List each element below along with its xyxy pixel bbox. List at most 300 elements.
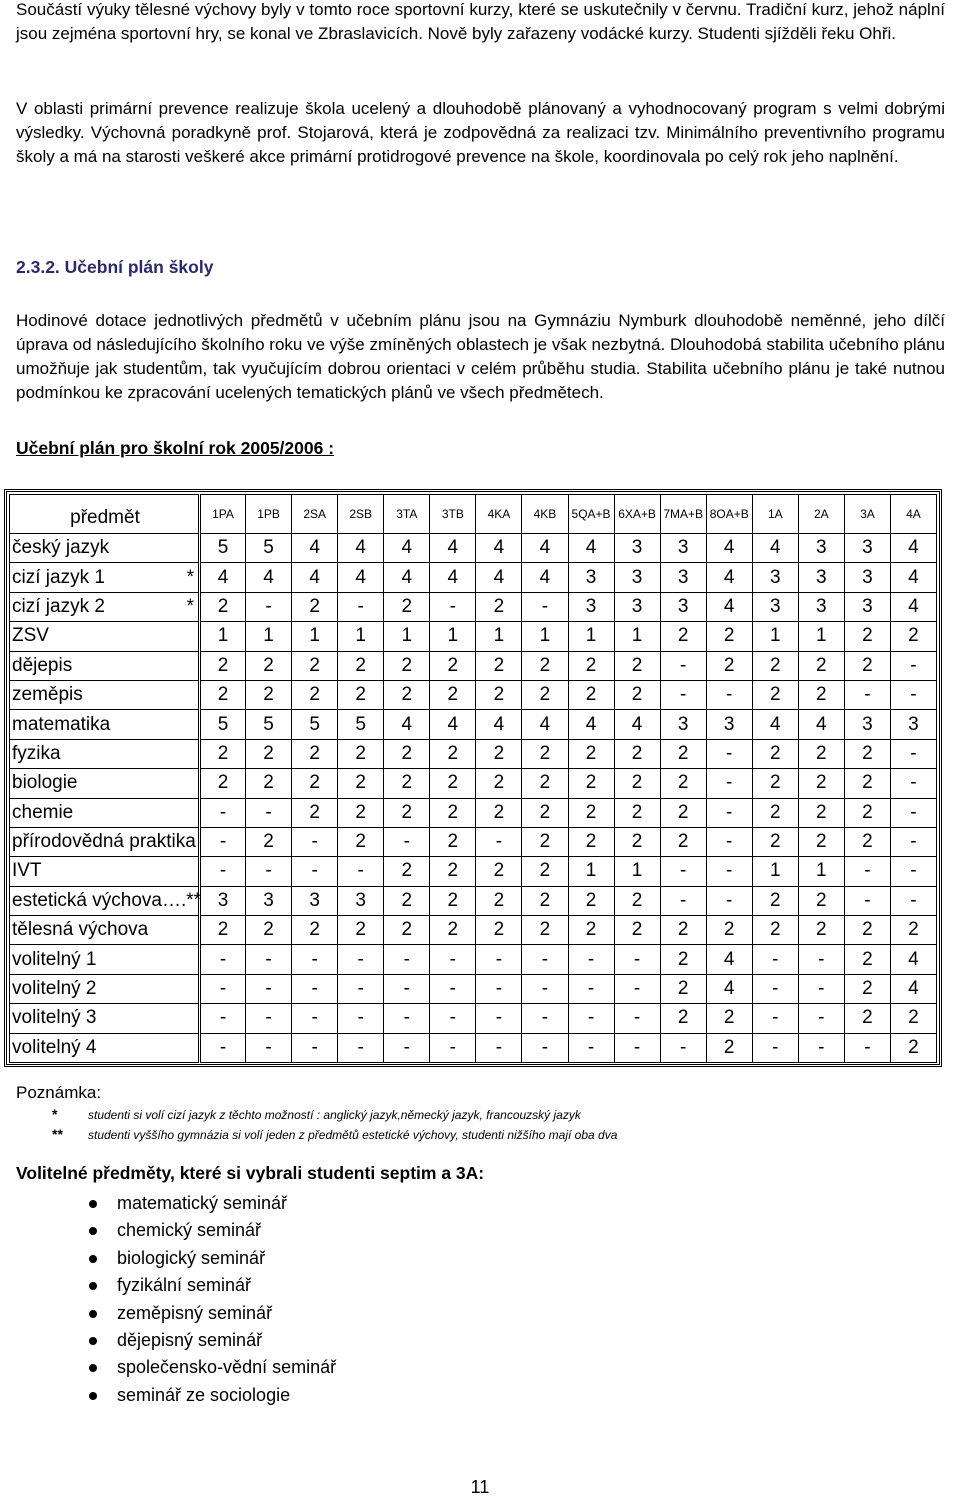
bullet-icon [89,1200,97,1208]
list-item [85,1190,336,1217]
elective-label: fyzikální seminář [117,1275,252,1296]
note-row-1 [52,1106,581,1122]
hours-cell: 2 [430,886,476,915]
table-row [10,534,937,563]
hours-cell: 2 [844,945,890,974]
hours-cell: 1 [476,622,522,651]
hours-cell: 3 [660,592,706,621]
hours-cell: 2 [522,916,568,945]
hours-cell: 2 [568,916,614,945]
subject-cell [10,945,200,974]
hours-cell: 2 [430,827,476,856]
hours-cell: 2 [614,798,660,827]
hours-cell: - [660,857,706,886]
hours-cell: - [890,680,936,709]
hours-cell: 4 [246,563,292,592]
hours-cell: 4 [890,945,936,974]
hours-cell: 2 [476,592,522,621]
hours-cell: - [200,827,246,856]
hours-cell: 4 [706,592,752,621]
hours-cell: 2 [384,739,430,768]
subject-cell [10,857,200,886]
hours-cell: 2 [568,827,614,856]
hours-cell: 4 [338,563,384,592]
hours-cell: - [890,651,936,680]
hours-cell: 3 [568,563,614,592]
subject-cell [10,1033,200,1062]
subject-cell [10,710,200,739]
bullet-icon [89,1364,97,1372]
bullet-icon [89,1337,97,1345]
bullet-icon [89,1255,97,1263]
hours-cell: - [338,857,384,886]
hours-cell: - [476,1004,522,1033]
hours-cell: - [200,1004,246,1033]
hours-cell: 3 [844,592,890,621]
hours-cell: - [660,680,706,709]
hours-cell: - [890,769,936,798]
elective-label: dějepisný seminář [117,1330,263,1351]
hours-cell: 2 [568,739,614,768]
hours-cell: 2 [798,680,844,709]
hours-cell: 2 [890,1004,936,1033]
table-row [10,945,937,974]
hours-cell: 2 [338,651,384,680]
hours-cell: 1 [752,622,798,651]
hours-cell: 3 [660,563,706,592]
hours-cell: 4 [798,710,844,739]
subject-cell [10,769,200,798]
hours-cell: - [660,1033,706,1062]
hours-cell: - [200,945,246,974]
subject-cell [10,798,200,827]
hours-cell: 2 [660,769,706,798]
hours-cell: 2 [384,886,430,915]
hours-cell: 2 [798,886,844,915]
hours-cell: - [752,945,798,974]
elective-label: chemický seminář [117,1220,262,1241]
hours-cell: - [614,1033,660,1062]
hours-cell: - [706,680,752,709]
hours-cell: 1 [798,622,844,651]
hours-cell: 2 [200,769,246,798]
hours-cell: - [614,1004,660,1033]
hours-cell: 2 [246,827,292,856]
hours-cell: 3 [844,563,890,592]
hours-cell: - [292,945,338,974]
hours-cell: 3 [890,710,936,739]
hours-cell: 2 [246,651,292,680]
class-column-header: 7MA+B [660,495,706,534]
hours-cell: - [200,857,246,886]
hours-cell: 2 [200,651,246,680]
hours-cell: - [292,1033,338,1062]
hours-cell: 2 [844,651,890,680]
hours-cell: 3 [660,710,706,739]
hours-cell: 5 [200,710,246,739]
hours-cell: 2 [292,680,338,709]
hours-cell: - [338,592,384,621]
hours-cell: - [890,798,936,827]
hours-cell: - [292,857,338,886]
table-row [10,769,937,798]
curriculum-table-frame [4,489,942,1067]
hours-cell: 2 [476,886,522,915]
hours-cell: 3 [844,710,890,739]
class-column-header: 4A [890,495,936,534]
table-row [10,563,937,592]
class-column-header: 3A [844,495,890,534]
hours-cell: - [706,769,752,798]
hours-cell: 4 [568,710,614,739]
hours-cell: 3 [614,592,660,621]
class-column-header: 3TA [384,495,430,534]
notes-title: Poznámka: [16,1083,102,1102]
hours-cell: 3 [614,563,660,592]
class-column-header: 3TB [430,495,476,534]
hours-cell: 2 [660,945,706,974]
bullet-icon [89,1282,97,1290]
hours-cell: 2 [292,798,338,827]
hours-cell: 2 [522,886,568,915]
hours-cell: 2 [890,916,936,945]
class-column-header: 8OA+B [706,495,752,534]
hours-cell: - [890,857,936,886]
subject-name: IVT [12,860,42,882]
subject-name: volitelný 4 [12,1036,97,1058]
hours-cell: - [430,592,476,621]
hours-cell: 2 [292,592,338,621]
hours-cell: - [614,945,660,974]
hours-cell: 1 [384,622,430,651]
class-column-header: 2SB [338,495,384,534]
bullet-icon [89,1392,97,1400]
hours-cell: 3 [752,563,798,592]
hours-cell: - [246,798,292,827]
table-row [10,974,937,1003]
hours-cell: 2 [568,798,614,827]
hours-cell: 4 [568,534,614,563]
hours-cell: 2 [752,739,798,768]
hours-cell: 2 [384,916,430,945]
hours-cell: - [522,1033,568,1062]
class-column-header: 5QA+B [568,495,614,534]
elective-label: zeměpisný seminář [117,1302,273,1323]
hours-cell: 2 [844,827,890,856]
subject-name: volitelný 3 [12,1007,97,1029]
subject-cell [10,592,200,621]
hours-cell: 5 [292,710,338,739]
hours-cell: 2 [338,916,384,945]
hours-cell: - [246,592,292,621]
list-item [85,1245,336,1272]
hours-cell: 5 [246,534,292,563]
subject-cell [10,680,200,709]
hours-cell: 4 [384,534,430,563]
hours-cell: 2 [384,798,430,827]
hours-cell: 2 [384,592,430,621]
hours-cell: 2 [660,916,706,945]
hours-cell: 4 [890,974,936,1003]
hours-cell: - [798,1004,844,1033]
hours-cell: 1 [568,622,614,651]
subject-name: ZSV [12,625,49,647]
hours-cell: - [292,974,338,1003]
hours-cell: - [522,592,568,621]
hours-cell: 2 [476,916,522,945]
hours-cell: 2 [568,769,614,798]
hours-cell: 3 [752,592,798,621]
subject-name: biologie [12,772,78,794]
table-row [10,857,937,886]
hours-cell: - [568,974,614,1003]
table-row [10,710,937,739]
hours-cell: 2 [752,798,798,827]
hours-cell: - [246,974,292,1003]
hours-cell: 2 [752,769,798,798]
electives-list [85,1190,336,1409]
subject-mark: * [186,566,194,588]
hours-cell: 2 [706,1004,752,1033]
hours-cell: - [706,886,752,915]
hours-cell: 2 [798,827,844,856]
hours-cell: - [706,739,752,768]
hours-cell: 2 [338,680,384,709]
hours-cell: - [706,798,752,827]
hours-cell: 4 [890,592,936,621]
class-column-header: 1PA [200,495,246,534]
hours-cell: 4 [292,534,338,563]
table-row [10,827,937,856]
hours-cell: 2 [614,916,660,945]
hours-cell: - [568,1004,614,1033]
hours-cell: 2 [384,651,430,680]
hours-cell: - [246,1033,292,1062]
note-row-2 [52,1126,617,1142]
hours-cell: 2 [706,651,752,680]
table-row [10,886,937,915]
hours-cell: 1 [430,622,476,651]
subject-cell [10,974,200,1003]
subject-cell [10,739,200,768]
hours-cell: - [890,739,936,768]
hours-cell: 2 [430,857,476,886]
hours-cell: - [384,945,430,974]
class-column-header: 4KA [476,495,522,534]
hours-cell: 2 [660,1004,706,1033]
hours-cell: 2 [292,739,338,768]
hours-cell: 3 [706,710,752,739]
hours-cell: 2 [384,680,430,709]
hours-cell: 2 [476,739,522,768]
hours-cell: 1 [522,622,568,651]
table-row [10,680,937,709]
hours-cell: 2 [476,798,522,827]
paragraph-curriculum: Hodinové dotace jednotlivých předmětů v učebním plánu jsou na Gymnáziu Nymburk dlouhodobě neměnné, jeho dílčí úprava od následujícího školního roku ve výše zmíněných oblastech je však nezbytná. Dlouhodobá stabilita učebního plánu umožňuje jak studentům, tak vyučujícím dobrou orientaci v celém průběhu studia. Stabilita učebního plánu je také nutnou podmínkou ke zpracování ucelených tematických plánů ve všech předmětech. [16,311,945,402]
section-heading: 2.3.2. Učební plán školy [16,257,214,277]
hours-cell: 2 [614,827,660,856]
hours-cell: 2 [430,651,476,680]
hours-cell: 2 [476,857,522,886]
hours-cell: 4 [706,974,752,1003]
hours-cell: - [568,1033,614,1062]
elective-label: biologický seminář [117,1247,266,1268]
elective-label: společensko-vědní seminář [117,1357,337,1378]
hours-cell: 3 [292,886,338,915]
hours-cell: 2 [660,622,706,651]
hours-cell: - [430,1004,476,1033]
hours-cell: - [384,1004,430,1033]
hours-cell: 2 [706,1033,752,1062]
hours-cell: - [246,857,292,886]
hours-cell: 2 [752,827,798,856]
hours-cell: 2 [844,798,890,827]
electives-heading: Volitelné předměty, které si vybrali studenti septim a 3A: [16,1163,485,1183]
hours-cell: 1 [568,857,614,886]
hours-cell: 2 [752,886,798,915]
hours-cell: 2 [430,769,476,798]
hours-cell: 5 [338,710,384,739]
hours-cell: - [338,945,384,974]
subject-name: cizí jazyk 2 [12,595,105,617]
hours-cell: 3 [798,534,844,563]
hours-cell: - [338,1004,384,1033]
hours-cell: 4 [706,945,752,974]
hours-cell: 2 [200,739,246,768]
subject-name: přírodovědná praktika [12,831,196,853]
hours-cell: 1 [752,857,798,886]
hours-cell: - [522,945,568,974]
paragraph-sports-courses: Součástí výuky tělesné výchovy byly v tomto roce sportovní kurzy, které se uskutečnily v červnu. Tradiční kurz, jehož náplní jsou zejména sportovní hry, se konal ve Zbraslavicích. Nově byly zařazeny vodácké kurzy. Studenti sjížděli řeku Ohři. [16,0,945,43]
hours-cell: 2 [200,680,246,709]
subject-cell [10,622,200,651]
subject-column-header: předmět [10,495,200,534]
paragraph-prevention: V oblasti primární prevence realizuje škola ucelený a dlouhodobě plánovaný a vyhodnocovaný program s velmi dobrými výsledky. Výchovná poradkyně prof. Stojarová, která je zodpovědná za realizaci tzv. Minimálního preventivního programu školy a má na starosti veškeré akce primární protidrogové prevence na škole, koordinovala po celý rok jeho naplnění. [16,99,945,166]
hours-cell: 1 [200,622,246,651]
hours-cell: 4 [430,563,476,592]
hours-cell: 4 [476,534,522,563]
hours-cell: 4 [476,710,522,739]
hours-cell: 2 [384,857,430,886]
hours-cell: 2 [476,680,522,709]
hours-cell: 2 [430,680,476,709]
hours-cell: 2 [200,592,246,621]
subject-cell [10,886,200,915]
hours-cell: - [798,974,844,1003]
subject-name: zeměpis [12,684,83,706]
hours-cell: 4 [200,563,246,592]
hours-cell: 2 [752,680,798,709]
hours-cell: 2 [890,622,936,651]
list-item [85,1217,336,1244]
hours-cell: - [660,651,706,680]
subject-name: volitelný 1 [12,948,97,970]
hours-cell: - [476,827,522,856]
hours-cell: 2 [798,769,844,798]
hours-cell: 3 [568,592,614,621]
hours-cell: 3 [844,534,890,563]
hours-cell: - [384,1033,430,1062]
hours-cell: 2 [706,622,752,651]
class-column-header: 1PB [246,495,292,534]
hours-cell: - [706,827,752,856]
hours-cell: 1 [338,622,384,651]
hours-cell: 4 [890,534,936,563]
hours-cell: - [844,886,890,915]
hours-cell: 2 [798,798,844,827]
subject-name: tělesná výchova [12,919,149,941]
hours-cell: 2 [430,798,476,827]
elective-label: seminář ze sociologie [117,1384,291,1405]
class-column-header: 2A [798,495,844,534]
hours-cell: - [338,1033,384,1062]
hours-cell: 4 [384,563,430,592]
hours-cell: 2 [292,651,338,680]
hours-cell: 4 [522,534,568,563]
hours-cell: - [430,974,476,1003]
hours-cell: 2 [292,769,338,798]
subject-cell [10,916,200,945]
hours-cell: 3 [200,886,246,915]
hours-cell: 1 [614,622,660,651]
hours-cell: - [476,945,522,974]
hours-cell: 2 [752,651,798,680]
hours-cell: - [890,827,936,856]
subject-cell [10,651,200,680]
hours-cell: 2 [706,916,752,945]
subject-cell [10,1004,200,1033]
hours-cell: - [292,827,338,856]
hours-cell: 2 [246,739,292,768]
hours-cell: 2 [200,916,246,945]
hours-cell: - [246,1004,292,1033]
hours-cell: - [798,1033,844,1062]
class-column-header: 1A [752,495,798,534]
hours-cell: 4 [430,534,476,563]
hours-cell: 2 [844,1004,890,1033]
hours-cell: 1 [246,622,292,651]
hours-cell: 3 [798,592,844,621]
hours-cell: 3 [614,534,660,563]
hours-cell: 2 [522,857,568,886]
note-text: studenti vyššího gymnázia si volí jeden z předmětů estetické výchovy, studenti nižšího mají oba dva [88,1128,618,1142]
hours-cell: - [890,886,936,915]
subject-name: matematika [12,713,111,735]
class-column-header: 6XA+B [614,495,660,534]
hours-cell: - [752,1033,798,1062]
hours-cell: - [844,857,890,886]
hours-cell: 2 [246,916,292,945]
subject-cell [10,563,200,592]
hours-cell: 2 [890,1033,936,1062]
hours-cell: 4 [384,710,430,739]
hours-cell: 2 [614,680,660,709]
hours-cell: - [568,945,614,974]
hours-cell: - [476,1033,522,1062]
table-row [10,622,937,651]
hours-cell: 2 [614,651,660,680]
note-text: studenti si volí cizí jazyk z těchto možností : anglický jazyk,německý jazyk, francouzský jazyk [88,1108,581,1122]
hours-cell: 2 [338,798,384,827]
hours-cell: 2 [660,798,706,827]
hours-cell: 4 [522,563,568,592]
hours-cell: 3 [246,886,292,915]
hours-cell: - [522,974,568,1003]
hours-cell: 2 [522,680,568,709]
hours-cell: 2 [430,739,476,768]
hours-cell: 2 [338,827,384,856]
subject-name: estetická výchova…. [12,889,187,911]
